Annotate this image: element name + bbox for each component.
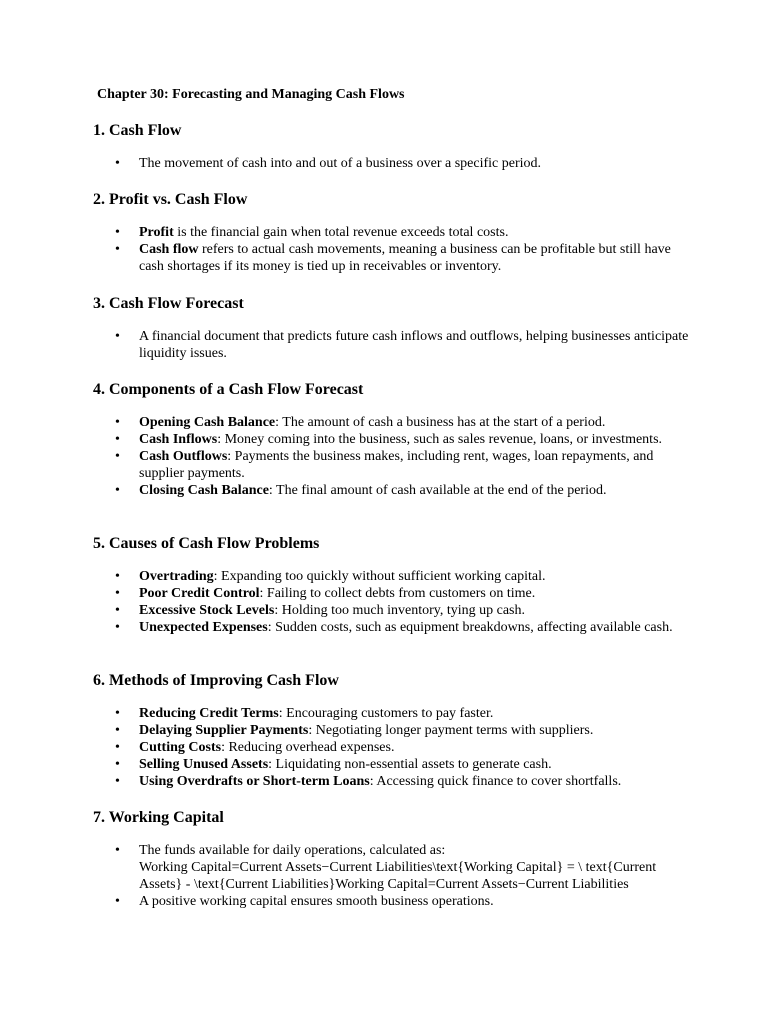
item-text: is the financial gain when total revenue exceeds total costs. [173,225,509,240]
item-term: Cash flow [139,242,199,257]
item-term: Opening Cash Balance [139,415,276,430]
bullet-list [93,568,693,636]
list-item [93,773,693,790]
section-heading: 6. Methods of Improving Cash Flow [93,672,339,689]
item-term: Using Overdrafts or Short-term Loans [139,774,370,789]
section-heading: 3. Cash Flow Forecast [93,295,244,312]
section-heading: 4. Components of a Cash Flow Forecast [93,381,364,398]
item-text: : Money coming into the business, such as sales revenue, loans, or investments. [217,432,663,447]
item-text: : The final amount of cash available at the end of the period. [268,483,607,498]
item-text: : Expanding too quickly without sufficient working capital. [213,569,546,584]
list-item [93,619,693,636]
list-item [93,722,693,739]
list-item [93,756,693,773]
list-item [93,414,693,431]
item-text: The movement of cash into and out of a business over a specific period. [139,156,541,171]
item-text: : Negotiating longer payment terms with suppliers. [308,723,594,738]
section-heading: 5. Causes of Cash Flow Problems [93,535,320,552]
item-term: Poor Credit Control [139,586,260,601]
list-item [93,482,693,499]
list-item [93,568,693,585]
list-item [93,705,693,722]
list-item [93,893,693,910]
list-item [93,448,693,482]
list-item [93,224,693,241]
section-5 [93,534,693,636]
item-term: Cutting Costs [139,740,222,755]
section-heading: 1. Cash Flow [93,122,182,139]
section-4 [93,380,693,499]
list-item [93,328,693,362]
section-heading: 2. Profit vs. Cash Flow [93,191,248,208]
item-text: A financial document that predicts future cash inflows and outflows, helping businesses anticipate liquidity issues. [139,329,689,361]
item-text: refers to actual cash movements, meaning a business can be profitable but still have cash shortages if its money is tied up in receivables or inventory. [139,242,671,274]
list-item [93,585,693,602]
item-text: : Holding too much inventory, tying up cash. [274,603,526,618]
section-7 [93,808,693,910]
list-item [93,739,693,756]
bullet-list [93,705,693,790]
bullet-list [93,842,693,910]
item-term: Selling Unused Assets [139,757,269,772]
section-2 [93,190,693,275]
bullet-list [93,224,693,275]
item-text: The funds available for daily operations, calculated as: Working Capital=Current Assets−Current Liabilities\text{Working Capital} = \ text{Current Assets} - \text{Current Liabilities}Working Capital=Current Assets−Current Liabilities [139,843,657,892]
item-term: Profit [139,225,174,240]
item-text: : Accessing quick finance to cover shortfalls. [369,774,622,789]
item-text: : Payments the business makes, including rent, wages, loan repayments, and supplier payments. [139,449,654,481]
item-text: : Failing to collect debts from customers on time. [259,586,536,601]
item-text: : Encouraging customers to pay faster. [278,706,494,721]
item-text: : Sudden costs, such as equipment breakdowns, affecting available cash. [267,620,673,635]
list-item [93,241,693,275]
list-item [93,155,693,172]
item-term: Unexpected Expenses [139,620,268,635]
list-item [93,431,693,448]
item-term: Excessive Stock Levels [139,603,275,618]
chapter-title: Chapter 30: Forecasting and Managing Cash Flows [97,87,405,102]
section-3 [93,294,693,362]
list-item [93,842,693,893]
item-term: Closing Cash Balance [139,483,269,498]
item-term: Overtrading [139,569,214,584]
list-item [93,602,693,619]
section-6 [93,671,693,790]
item-term: Cash Inflows [139,432,218,447]
bullet-list [93,155,693,172]
section-heading: 7. Working Capital [93,809,224,826]
bullet-list [93,414,693,499]
item-term: Reducing Credit Terms [139,706,279,721]
item-term: Delaying Supplier Payments [139,723,309,738]
section-1 [93,121,693,172]
item-text: A positive working capital ensures smooth business operations. [139,894,494,909]
item-text: : Liquidating non-essential assets to generate cash. [268,757,552,772]
item-term: Cash Outflows [139,449,228,464]
item-text: : The amount of cash a business has at the start of a period. [275,415,606,430]
bullet-list [93,328,693,362]
item-text: : Reducing overhead expenses. [221,740,395,755]
